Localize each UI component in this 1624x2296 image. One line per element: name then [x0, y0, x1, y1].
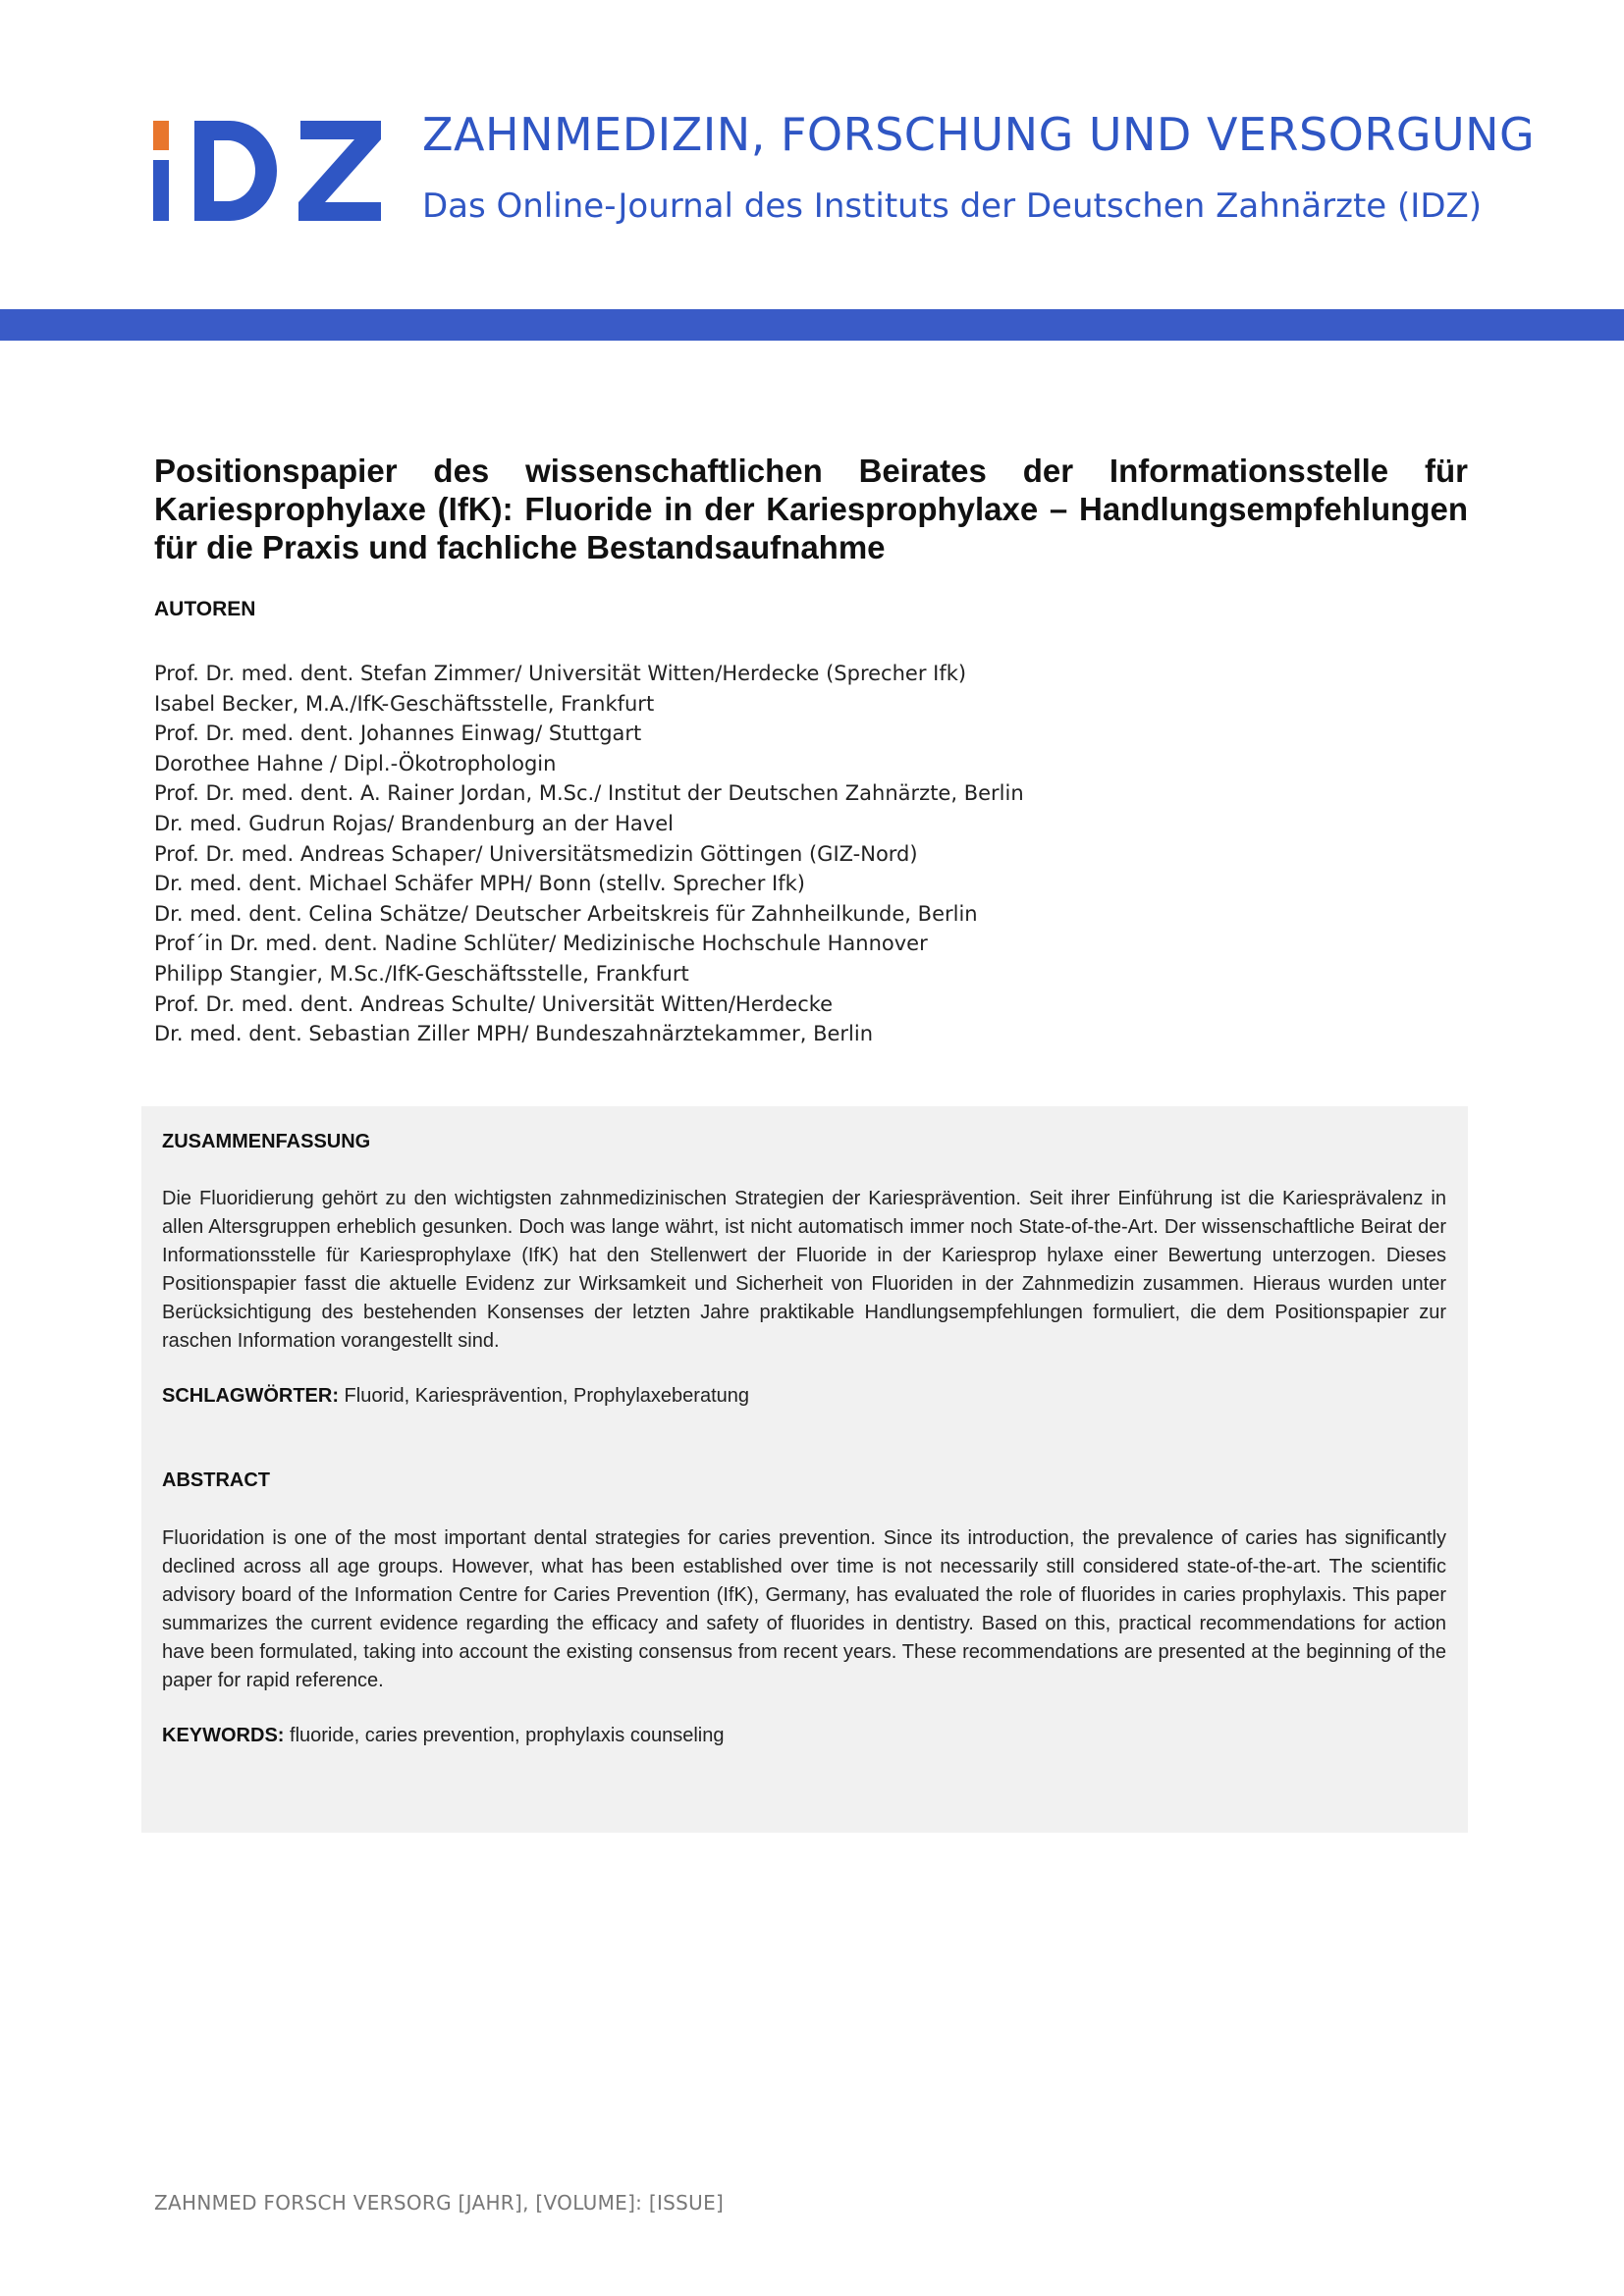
author-item: Dr. med. dent. Michael Schäfer MPH/ Bonn (stellv. Sprecher Ifk) — [154, 872, 805, 896]
summary-heading: ZUSAMMENFASSUNG — [162, 1131, 371, 1152]
author-item: Dr. med. dent. Sebastian Ziller MPH/ Bundeszahnärztekammer, Berlin — [154, 1022, 874, 1046]
author-item: Philipp Stangier, M.Sc./IfK-Geschäftsstelle, Frankfurt — [154, 961, 689, 986]
author-item: Prof. Dr. med. dent. A. Rainer Jordan, M.Sc./ Institut der Deutschen Zahnärzte, Berlin — [154, 781, 1024, 806]
author-item: Prof´in Dr. med. dent. Nadine Schlüter/ Medizinische Hochschule Hannover — [154, 932, 928, 956]
footer-citation: ZAHNMED FORSCH VERSORG [JAHR], [VOLUME]: [ISSUE] — [154, 2191, 725, 2215]
logo-orange-bar — [153, 121, 169, 150]
idz-logo — [153, 116, 381, 226]
logo-letter-z — [298, 121, 381, 221]
paper-title: Positionspapier des wissenschaftlichen Beirates der Informationsstelle für Kariesprophylaxe (IfK): Fluoride in der Kariesprophylaxe – Handlungsempfehlungen für die Praxis und fachliche Bestandsaufnahme — [154, 453, 1468, 565]
summary-keywords-value: Fluorid, Kariesprävention, Prophylaxeberatung — [344, 1385, 750, 1407]
summary-text: Die Fluoridierung gehört zu den wichtigsten zahnmedizinischen Strategien der Kariesprävention. Seit ihrer Einführung ist die Kariesprävalenz in allen Altersgruppen erheblich gesunken. Doch was lange währt, ist nicht automatisch immer noch State-of-the-Art. Der wissenschaftliche Beirat der Informationsstelle für Kariesprophylaxe (IfK) hat den Stellenwert der Fluoride in der Kariesprop hylaxe einer Bewertung unterzogen. Dieses Positionspapier fasst die aktuelle Evidenz zur Wirksamkeit und Sicherheit von Fluoriden in der Zahnmedizin zusammen. Hieraus wurden unter Berücksichtigung des bestehenden Konsenses der letzten Jahre praktikable Handlungsempfehlungen formuliert, die dem Positionspapier zur raschen Information vorangestellt sind. — [162, 1188, 1446, 1352]
abstract-heading: ABSTRACT — [162, 1469, 270, 1491]
logo-blue-bar — [153, 160, 169, 221]
author-item: Prof. Dr. med. dent. Andreas Schulte/ Universität Witten/Herdecke — [154, 991, 834, 1016]
header-divider-bar — [0, 309, 1624, 341]
author-item: Prof. Dr. med. dent. Johannes Einwag/ Stuttgart — [154, 721, 642, 746]
author-item: Dorothee Hahne / Dipl.-Ökotrophologin — [154, 751, 557, 775]
authors-list — [154, 659, 1024, 1049]
summary-keywords — [162, 1385, 749, 1408]
author-item: Dr. med. Gudrun Rojas/ Brandenburg an der Havel — [154, 811, 674, 835]
abstract-text: Fluoridation is one of the most important dental strategies for caries prevention. Since its introduction, the prevalence of caries has significantly declined across all age groups. However, what has been established over time is not necessarily still considered state-of-the-art. The scientific advisory board of the Information Centre for Caries Prevention (IfK), Germany, has evaluated the role of fluorides in caries prophylaxis. This paper summarizes the current evidence regarding the efficacy and safety of fluorides in dentistry. Based on this, practical recommendations for action have been formulated, taking into account the existing consensus from recent years. These recommendations are presented at the beginning of the paper for rapid reference. — [162, 1527, 1446, 1691]
summary-keywords-label: SCHLAGWÖRTER: — [162, 1385, 339, 1407]
author-item: Prof. Dr. med. Andreas Schaper/ Universitätsmedizin Göttingen (GIZ-Nord) — [154, 841, 918, 866]
abstract-keywords — [162, 1725, 725, 1747]
author-item: Dr. med. dent. Celina Schätze/ Deutscher Arbeitskreis für Zahnheilkunde, Berlin — [154, 901, 978, 926]
author-item: Isabel Becker, M.A./IfK-Geschäftsstelle, Frankfurt — [154, 691, 655, 716]
authors-heading: AUTOREN — [154, 598, 256, 620]
abstract-keywords-label: KEYWORDS: — [162, 1725, 285, 1746]
journal-subtitle: Das Online-Journal des Instituts der Deutschen Zahnärzte (IDZ) — [422, 187, 1483, 226]
abstract-box — [141, 1106, 1468, 1833]
author-item: Prof. Dr. med. dent. Stefan Zimmer/ Universität Witten/Herdecke (Sprecher Ifk) — [154, 662, 967, 685]
journal-title: ZAHNMEDIZIN, FORSCHUNG UND VERSORGUNG — [422, 108, 1536, 161]
logo-letter-d — [194, 121, 277, 221]
abstract-keywords-value: fluoride, caries prevention, prophylaxis counseling — [290, 1725, 725, 1746]
